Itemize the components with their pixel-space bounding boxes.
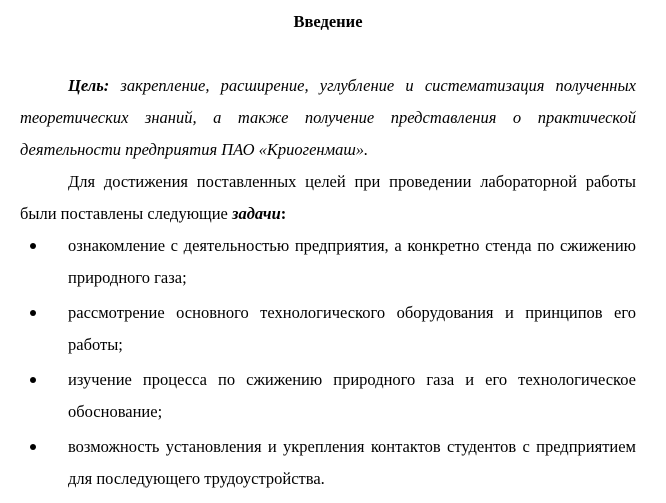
list-item	[20, 364, 636, 428]
tasks-word: задачи	[232, 204, 281, 223]
list-item-text: изучение процесса по сжижению природного газа и его технологическое обоснование;	[68, 370, 636, 421]
list-item-text: рассмотрение основного технологического оборудования и принципов его работы;	[68, 303, 636, 354]
list-item	[20, 230, 636, 294]
intro-paragraph	[20, 166, 636, 230]
bullet-icon	[30, 444, 36, 450]
page-title: Введение	[293, 12, 363, 31]
bullet-icon	[30, 377, 36, 383]
list-item-text: возможность установления и укрепления контактов студентов с предприятием для последующего трудоустройства.	[68, 437, 636, 488]
bullet-icon	[30, 243, 36, 249]
intro-text: Для достижения поставленных целей при проведении лабораторной работы были поставлены следующие	[20, 172, 636, 223]
goal-text: закрепление, расширение, углубление и систематизация полученных теоретических знаний, а также получение представления о практической деятельности предприятия ПАО «Криогенмаш».	[20, 76, 636, 159]
tasks-colon: :	[280, 204, 287, 223]
goal-label: Цель:	[68, 76, 110, 95]
goal-paragraph	[20, 70, 636, 166]
list-item	[20, 431, 636, 495]
list-item	[20, 297, 636, 361]
bullet-icon	[30, 310, 36, 316]
list-item-text: ознакомление с деятельностью предприятия, а конкретно стенда по сжижению природного газа;	[68, 236, 636, 287]
tasks-list	[20, 230, 636, 495]
